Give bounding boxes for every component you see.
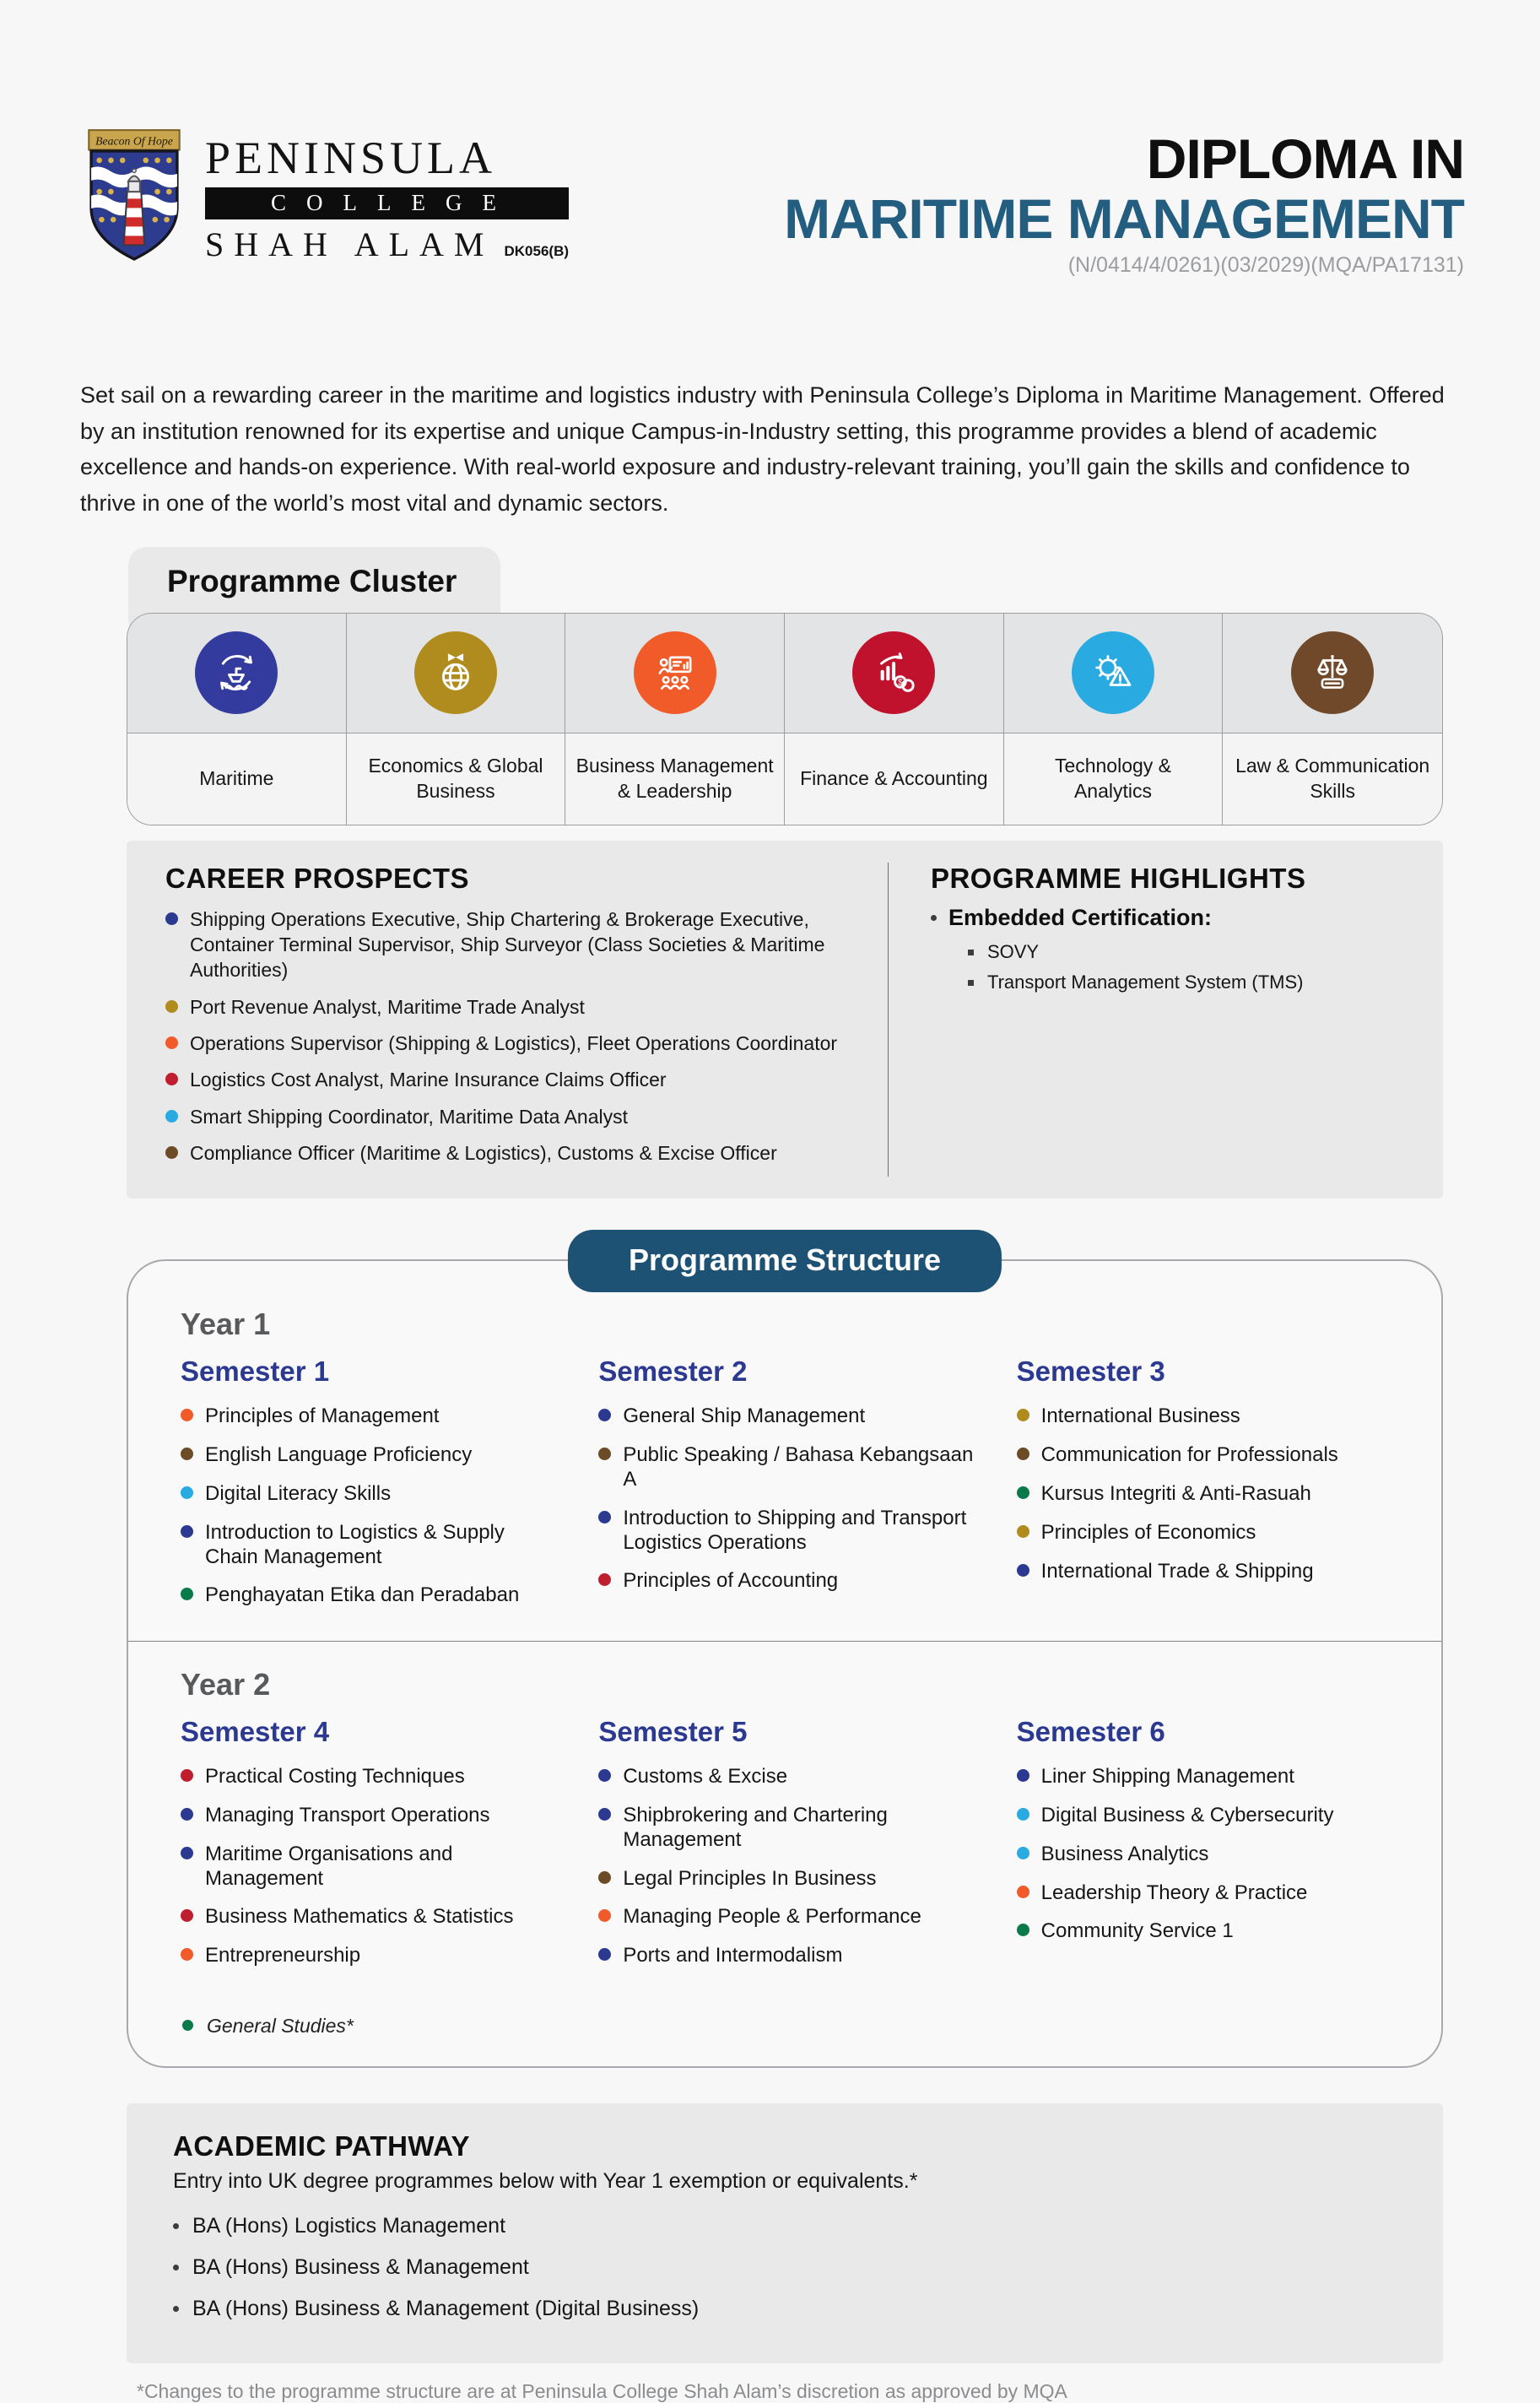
- disclaimer-footnote: *Changes to the programme structure are at Peninsula College Shah Alam’s discretion as approved by MQA: [137, 2379, 1067, 2402]
- semester-5-column: [598, 1716, 977, 1983]
- course-bullet-dot: [1017, 1924, 1029, 1936]
- cluster-icon-cell: [1223, 614, 1442, 733]
- certification-text: Transport Management System (TMS): [986, 971, 1304, 993]
- course-item: [181, 1843, 559, 1892]
- academic-pathway-subheading: Entry into UK degree programmes below with Year 1 exemption or equivalents.*: [173, 2168, 918, 2193]
- programme-cluster-heading: Programme Cluster: [128, 547, 500, 638]
- course-label: Introduction to Logistics & Supply Chain Management: [205, 1520, 505, 1568]
- course-item: [598, 1765, 977, 1789]
- course-bullet-dot: [598, 1511, 611, 1524]
- course-item: [181, 1443, 559, 1468]
- course-bullet-dot: [181, 1409, 193, 1421]
- year-2-label: Year 2: [181, 1667, 271, 1702]
- course-label: Digital Literacy Skills: [205, 1481, 392, 1505]
- general-studies-footnote: [182, 2015, 1399, 2038]
- semester-3-title: Semester 3: [1016, 1356, 1165, 1388]
- course-label: Public Speaking / Bahasa Kebangsaan A: [623, 1443, 974, 1491]
- college-wordmark: [205, 132, 569, 264]
- course-item: [181, 1804, 559, 1828]
- course-item: [1017, 1765, 1396, 1789]
- course-bullet-dot: [1017, 1486, 1029, 1499]
- course-label: Leadership Theory & Practice: [1040, 1881, 1308, 1904]
- pathway-item: [173, 2214, 1397, 2238]
- brochure-page: [0, 127, 1540, 2402]
- course-bullet-dot: [1017, 1808, 1029, 1821]
- bullet-dot: [173, 2223, 179, 2229]
- semester-4-courses: [181, 1765, 559, 1968]
- embedded-certification: [931, 905, 1409, 931]
- cluster-icon-cell: [347, 614, 566, 733]
- course-bullet-dot: [181, 1448, 193, 1460]
- general-studies-text: General Studies*: [207, 2014, 354, 2037]
- bullet-dot: [165, 1000, 178, 1013]
- career-highlights-section: [127, 841, 1443, 1199]
- pathway-item: [173, 2297, 1397, 2321]
- course-label: Communication for Professionals: [1040, 1443, 1338, 1467]
- programme-highlights: [888, 863, 1409, 1177]
- title-line-2: MARITIME MANAGEMENT: [784, 187, 1464, 251]
- course-bullet-dot: [598, 1409, 611, 1421]
- course-label: International Trade & Shipping: [1040, 1559, 1314, 1583]
- accreditation-code: (N/0414/4/0261)(03/2029)(MQA/PA17131): [1067, 252, 1464, 277]
- course-bullet-dot: [1017, 1769, 1029, 1782]
- career-prospects-list: [165, 907, 854, 1166]
- title-line-1: DIPLOMA IN: [1146, 127, 1464, 190]
- course-label: Introduction to Shipping and Transport Logistics Operations: [623, 1506, 967, 1554]
- embedded-certification-label: Embedded Certification:: [948, 904, 1212, 930]
- semester-6-title: Semester 6: [1016, 1716, 1165, 1748]
- team-presentation-icon: [634, 631, 716, 714]
- course-label: Community Service 1: [1040, 1919, 1234, 1943]
- course-label: Principles of Economics: [1040, 1520, 1256, 1544]
- career-item-text: Smart Shipping Coordinator, Maritime Data Analyst: [190, 1105, 629, 1128]
- programme-highlights-heading: PROGRAMME HIGHLIGHTS: [930, 862, 1306, 894]
- course-item: [1017, 1404, 1396, 1429]
- course-label: Legal Principles In Business: [623, 1866, 877, 1890]
- gear-alert-icon: [1072, 631, 1154, 714]
- bullet-dot: [165, 1110, 178, 1123]
- college-registration-code: DK056(B): [504, 243, 570, 259]
- course-bullet-dot: [1017, 1847, 1029, 1859]
- college-crest-icon: [80, 127, 188, 268]
- career-item-text: Operations Supervisor (Shipping & Logistics), Fleet Operations Coordinator: [190, 1031, 838, 1054]
- course-label: General Ship Management: [623, 1404, 866, 1428]
- course-item: [598, 1404, 977, 1429]
- pathway-item: [173, 2255, 1397, 2280]
- course-label: International Business: [1040, 1404, 1240, 1428]
- semester-2-courses: [598, 1404, 977, 1594]
- career-item: [165, 1031, 854, 1056]
- bullet-dot: [931, 915, 937, 921]
- certification-item: [968, 941, 1409, 963]
- college-logo: [80, 127, 569, 268]
- course-item: [598, 1944, 977, 1968]
- academic-pathway-section: [127, 2103, 1443, 2363]
- svg-text:$: $: [898, 678, 903, 688]
- course-bullet-dot: [182, 2020, 193, 2031]
- course-label: Managing People & Performance: [623, 1905, 921, 1929]
- bullet-dot: [165, 1036, 178, 1049]
- course-bullet-dot: [181, 1769, 193, 1782]
- cluster-icon-cell: [1004, 614, 1224, 733]
- square-bullet: [968, 950, 974, 955]
- course-item: [1017, 1881, 1396, 1906]
- course-bullet-dot: [598, 1769, 611, 1782]
- course-item: [1017, 1443, 1396, 1468]
- scales-book-icon: [1291, 631, 1374, 714]
- semester-3-column: [1017, 1356, 1396, 1622]
- year-divider: [128, 1641, 1441, 1642]
- course-bullet-dot: [598, 1948, 611, 1961]
- course-item: [1017, 1804, 1396, 1828]
- course-bullet-dot: [598, 1909, 611, 1922]
- course-label: Business Analytics: [1040, 1842, 1209, 1865]
- course-bullet-dot: [181, 1808, 193, 1821]
- square-bullet: [968, 980, 974, 986]
- course-bullet-dot: [181, 1948, 193, 1961]
- course-item: [1017, 1843, 1396, 1867]
- cluster-label: Law & Communication Skills: [1223, 733, 1442, 825]
- career-item-text: Compliance Officer (Maritime & Logistics), Customs & Excise Officer: [190, 1142, 777, 1165]
- course-label: Principles of Management: [205, 1404, 440, 1428]
- bullet-dot: [173, 2265, 179, 2270]
- course-item: [598, 1569, 977, 1594]
- programme-cluster-table: [127, 613, 1443, 825]
- cluster-icon-cell: [785, 614, 1004, 733]
- career-prospects: [165, 863, 888, 1177]
- course-label: Kursus Integriti & Anti-Rasuah: [1040, 1481, 1311, 1505]
- course-bullet-dot: [598, 1808, 611, 1821]
- globe-trade-icon: [414, 631, 497, 714]
- course-item: [598, 1804, 977, 1853]
- course-item: [1017, 1560, 1396, 1584]
- cluster-icon-cell: [127, 614, 347, 733]
- career-item-text: Port Revenue Analyst, Maritime Trade Analyst: [190, 995, 585, 1018]
- career-item: [165, 1140, 854, 1166]
- pathway-list: [173, 2214, 1397, 2321]
- semester-2-column: [598, 1356, 977, 1622]
- course-bullet-dot: [181, 1909, 193, 1922]
- course-bullet-dot: [1017, 1409, 1029, 1421]
- campus-name: SHAH ALAM: [205, 225, 494, 263]
- semester-6-courses: [1017, 1765, 1396, 1944]
- cluster-icon-cell: [565, 614, 785, 733]
- course-item: [181, 1521, 559, 1570]
- certification-item: [968, 971, 1409, 993]
- course-label: Business Mathematics & Statistics: [205, 1905, 514, 1929]
- course-bullet-dot: [1017, 1886, 1029, 1898]
- course-item: [598, 1867, 977, 1892]
- course-item: [598, 1905, 977, 1929]
- course-label: Ports and Intermodalism: [623, 1944, 843, 1967]
- year-1-grid: [177, 1356, 1399, 1622]
- course-label: Entrepreneurship: [205, 1944, 361, 1967]
- course-item: [181, 1905, 559, 1929]
- cluster-label: Finance & Accounting: [785, 733, 1004, 825]
- certification-text: SOVY: [986, 940, 1040, 962]
- course-item: [181, 1765, 559, 1789]
- year-1-label: Year 1: [181, 1307, 271, 1342]
- course-bullet-dot: [1017, 1525, 1029, 1538]
- semester-5-courses: [598, 1765, 977, 1968]
- semester-5-title: Semester 5: [598, 1716, 748, 1748]
- cluster-label: Maritime: [127, 733, 347, 825]
- course-bullet-dot: [1017, 1564, 1029, 1577]
- semester-2-title: Semester 2: [598, 1356, 748, 1388]
- semester-1-title: Semester 1: [181, 1356, 330, 1388]
- year-2-grid: [177, 1716, 1399, 1983]
- course-label: Customs & Excise: [623, 1765, 788, 1789]
- course-item: [181, 1482, 559, 1507]
- programme-structure-heading: Programme Structure: [568, 1230, 1002, 1292]
- course-item: [181, 1583, 559, 1608]
- career-item: [165, 994, 854, 1020]
- bullet-dot: [173, 2306, 179, 2312]
- bullet-dot: [165, 1073, 178, 1085]
- crest-banner-text: Beacon Of Hope: [95, 134, 173, 148]
- semester-1-column: [181, 1356, 559, 1622]
- course-item: [598, 1443, 977, 1492]
- growth-finance-icon: [852, 631, 935, 714]
- course-bullet-dot: [181, 1525, 193, 1538]
- course-item: [1017, 1482, 1396, 1507]
- pathway-item-text: BA (Hons) Logistics Management: [192, 2213, 506, 2238]
- course-label: Principles of Accounting: [623, 1569, 839, 1593]
- course-label: Practical Costing Techniques: [205, 1765, 465, 1789]
- course-label: Shipbrokering and Chartering Management: [623, 1803, 888, 1851]
- course-item: [181, 1944, 559, 1968]
- course-label: Penghayatan Etika dan Peradaban: [205, 1583, 520, 1607]
- course-label: Digital Business & Cybersecurity: [1040, 1803, 1334, 1827]
- ship-cycle-icon: [195, 631, 278, 714]
- course-label: English Language Proficiency: [205, 1443, 473, 1467]
- semester-6-column: [1017, 1716, 1396, 1983]
- course-item: [1017, 1521, 1396, 1545]
- course-item: [598, 1507, 977, 1556]
- semester-1-courses: [181, 1404, 559, 1608]
- course-bullet-dot: [181, 1588, 193, 1600]
- college-word: COLLEGE: [205, 187, 569, 219]
- career-item-text: Logistics Cost Analyst, Marine Insurance Claims Officer: [190, 1069, 667, 1091]
- course-bullet-dot: [181, 1847, 193, 1859]
- header: [80, 127, 1464, 278]
- career-item-text: Shipping Operations Executive, Ship Chartering & Brokerage Executive, Container Terminal Supervisor, Ship Surveyor (Class Societies & Maritime Authorities): [190, 907, 825, 982]
- semester-4-title: Semester 4: [181, 1716, 330, 1748]
- pathway-item-text: BA (Hons) Business & Management: [192, 2254, 529, 2279]
- cluster-label: Technology & Analytics: [1004, 733, 1224, 825]
- course-bullet-dot: [598, 1871, 611, 1884]
- course-bullet-dot: [598, 1573, 611, 1586]
- course-label: Managing Transport Operations: [205, 1803, 490, 1827]
- academic-pathway-heading: ACADEMIC PATHWAY: [173, 2130, 471, 2162]
- course-label: Maritime Organisations and Management: [205, 1842, 453, 1890]
- certification-list: [968, 941, 1409, 993]
- programme-title: [784, 127, 1464, 278]
- programme-cluster-section: [127, 547, 1443, 825]
- course-item: [1017, 1919, 1396, 1944]
- career-prospects-heading: CAREER PROSPECTS: [165, 862, 470, 894]
- pathway-item-text: BA (Hons) Business & Management (Digital Business): [192, 2296, 700, 2320]
- college-name: PENINSULA: [205, 133, 497, 183]
- career-item: [165, 907, 854, 983]
- bullet-dot: [165, 912, 178, 925]
- course-bullet-dot: [1017, 1448, 1029, 1460]
- cluster-label: Business Management & Leadership: [565, 733, 785, 825]
- intro-paragraph: Set sail on a rewarding career in the maritime and logistics industry with Peninsula College’s Diploma in Maritime Management. Offered by an institution renowned for its expertise and unique Campus-in-Industry setting, this programme provides a blend of academic excellence and hands-on experience. With real-world exposure and industry-relevant training, you’ll gain the skills and confidence to thrive in one of the world’s most vital and dynamic sectors.: [80, 382, 1445, 516]
- cluster-label: Economics & Global Business: [347, 733, 566, 825]
- semester-3-courses: [1017, 1404, 1396, 1583]
- bullet-dot: [165, 1146, 178, 1159]
- course-label: Liner Shipping Management: [1040, 1765, 1294, 1789]
- course-item: [181, 1404, 559, 1429]
- semester-4-column: [181, 1716, 559, 1983]
- course-bullet-dot: [598, 1448, 611, 1460]
- career-item: [165, 1104, 854, 1129]
- programme-structure-section: [127, 1242, 1443, 2068]
- career-item: [165, 1067, 854, 1092]
- course-bullet-dot: [181, 1486, 193, 1499]
